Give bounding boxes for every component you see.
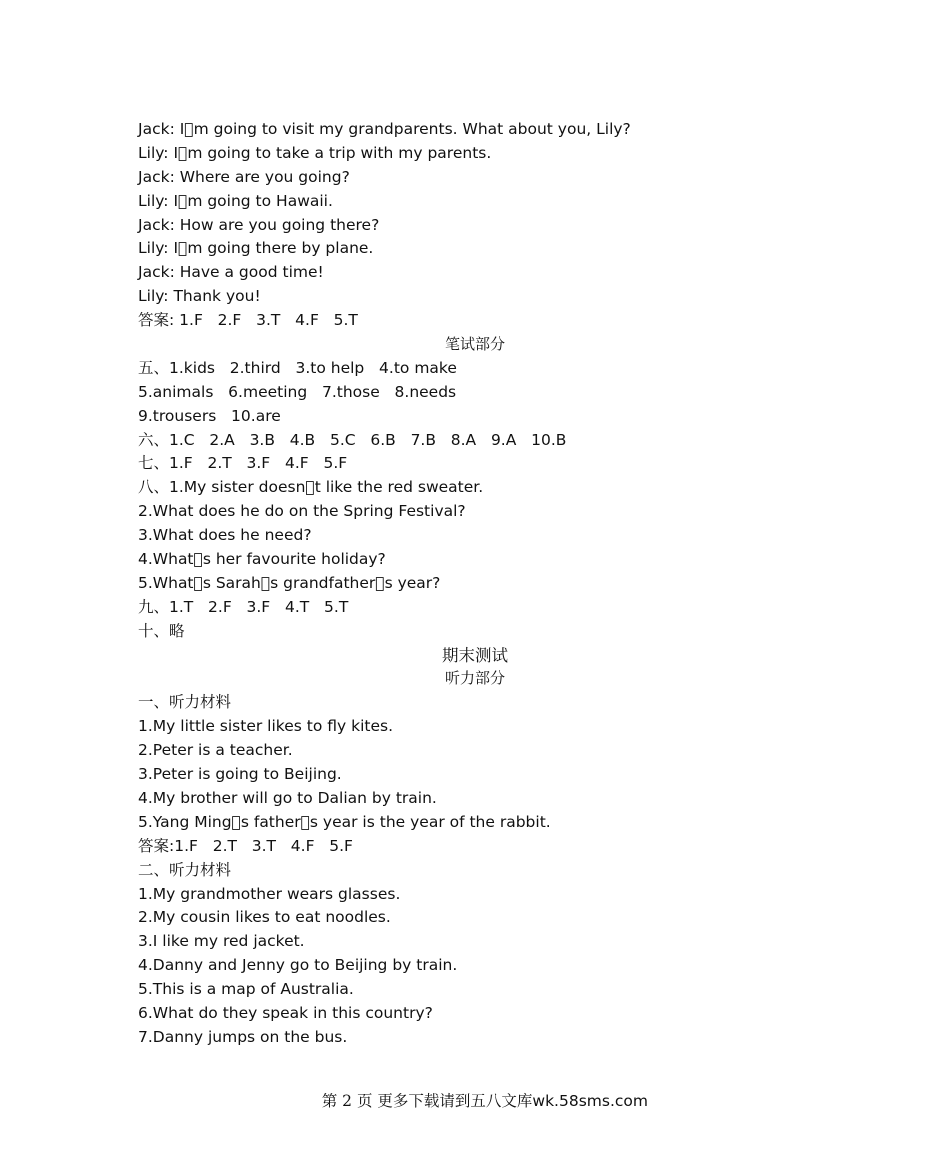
text-line: 十、略 [138, 621, 185, 640]
text-line: 4.My brother will go to Dalian by train. [138, 788, 437, 807]
text-line: 3.Peter is going to Beijing. [138, 765, 342, 784]
text-line: 七、1.F 2.T 3.F 4.F 5.F [138, 454, 348, 473]
text-line: 2.Peter is a teacher. [138, 741, 293, 760]
text-line: 六、1.C 2.A 3.B 4.B 5.C 6.B 7.B 8.A 9.A 10.B [138, 430, 567, 449]
text-line: Jack: I m going to visit my grandparents. What about you, Lily? [138, 120, 631, 138]
text-line: Lily: Thank you! [138, 287, 261, 306]
text-line: Lily: I m going there by plane. [138, 239, 374, 258]
text-line: Jack: Have a good time! [138, 263, 324, 282]
footer-page-label: 第 2 页 更多下载请到五八文库 [321, 1092, 533, 1110]
text-line: 7.Danny jumps on the bus. [138, 1027, 348, 1046]
text-line: 4.Danny and Jenny go to Beijing by train. [138, 956, 458, 975]
text-line: 2.What does he do on the Spring Festival? [138, 502, 466, 521]
text-line: 5.What s Sarah s grandfather s year? [138, 573, 441, 592]
text-line: 1.My little sister likes to fly kites. [138, 717, 393, 736]
text-line: Lily: I m going to take a trip with my parents. [138, 143, 492, 162]
text-line: 五、1.kids 2.third 3.to help 4.to make [138, 358, 457, 377]
text-line: 5.animals 6.meeting 7.those 8.needs [138, 382, 457, 401]
text-line: 一、听力材料 [138, 693, 232, 712]
text-line: 6.What do they speak in this country? [138, 1003, 433, 1022]
footer-site-link[interactable]: wk.58sms.com [532, 1092, 648, 1110]
text-line: 答案: 1.F 2.F 3.T 4.F 5.T [138, 311, 358, 330]
text-line: 4.What s her favourite holiday? [138, 550, 386, 569]
text-line: 八、1.My sister doesn t like the red sweater. [138, 478, 484, 497]
page-footer [0, 1071, 950, 1129]
text-line: 9.trousers 10.are [138, 406, 281, 425]
text-line: 3.I like my red jacket. [138, 932, 305, 951]
text-line: 2.My cousin likes to eat noodles. [138, 908, 391, 927]
text-line: 答案:1.F 2.T 3.T 4.F 5.F [138, 836, 353, 855]
text-line: Jack: How are you going there? [138, 215, 380, 234]
section-heading: 笔试部分 [444, 335, 505, 354]
document-body [138, 118, 838, 1050]
text-line: 九、1.T 2.F 3.F 4.T 5.T [138, 597, 349, 616]
text-line: 3.What does he need? [138, 526, 312, 545]
text-line: Jack: Where are you going? [138, 167, 350, 186]
text-line: 二、听力材料 [138, 860, 232, 879]
text-line: 5.This is a map of Australia. [138, 980, 354, 999]
section-title: 期末测试 [442, 645, 508, 665]
text-line: 1.My grandmother wears glasses. [138, 884, 401, 903]
text-line: Lily: I m going to Hawaii. [138, 191, 333, 210]
section-heading: 听力部分 [444, 669, 505, 688]
text-line: 5.Yang Ming s father s year is the year of the rabbit. [138, 812, 551, 831]
